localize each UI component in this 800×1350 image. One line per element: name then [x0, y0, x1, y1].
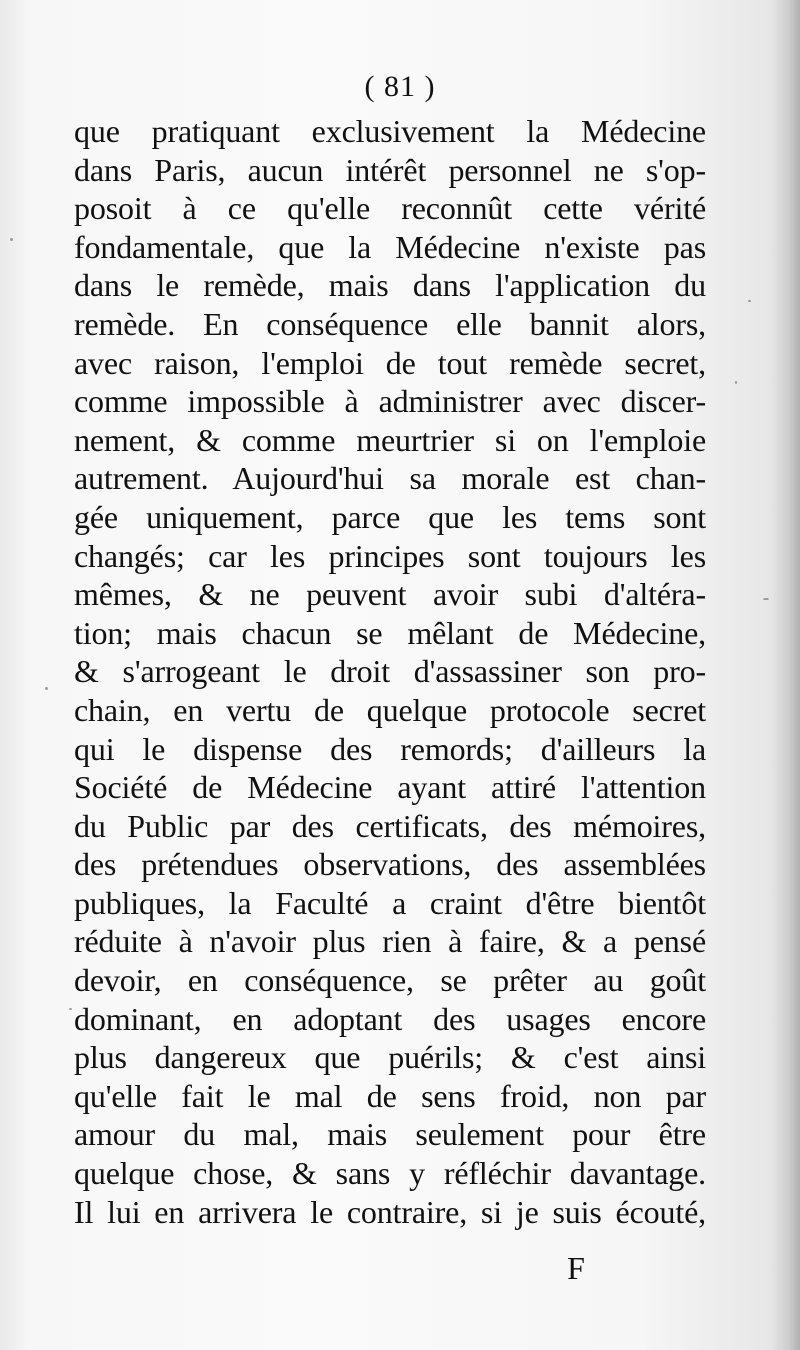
text-line: devoir, en conséquence, se prêter au goût: [74, 962, 706, 999]
text-line: & s'arrogeant le droit d'assassiner son pro-: [74, 653, 706, 690]
page-gutter-shadow: [772, 0, 800, 1350]
signature-mark: F: [567, 1250, 585, 1286]
text-line: dans Paris, aucun intérêt personnel ne s'op-: [74, 151, 706, 188]
text-line: avec raison, l'emploi de tout remède secret,: [74, 344, 706, 381]
text-line: gée uniquement, parce que les tems sont: [74, 498, 706, 535]
text-line: qui le dispense des remords; d'ailleurs la: [74, 730, 706, 767]
text-line: autrement. Aujourd'hui sa morale est chan-: [74, 460, 706, 497]
text-line: plus dangereux que puérils; & c'est ainsi: [74, 1039, 706, 1076]
paper-speck: [10, 238, 13, 241]
text-line: quelque chose, & sans y réfléchir davantage.: [74, 1155, 706, 1192]
text-line: nement, & comme meurtrier si on l'emploie: [74, 421, 706, 458]
text-line: chain, en vertu de quelque protocole secret: [74, 691, 706, 728]
text-line: fondamentale, que la Médecine n'existe pas: [74, 228, 706, 265]
text-line: du Public par des certificats, des mémoires,: [74, 807, 706, 844]
text-line: tion; mais chacun se mêlant de Médecine,: [74, 614, 706, 651]
text-line: que pratiquant exclusivement la Médecine: [74, 113, 706, 149]
text-line: réduite à n'avoir plus rien à faire, & a pensé: [74, 923, 706, 960]
text-line: comme impossible à administrer avec discer-: [74, 383, 706, 420]
text-line: Il lui en arrivera le contraire, si je suis écouté,: [74, 1193, 706, 1230]
text-line: publiques, la Faculté a craint d'être bientôt: [74, 884, 706, 921]
paper-speck: [45, 687, 48, 690]
text-line: Société de Médecine ayant attiré l'attention: [74, 769, 706, 806]
paper-speck: [763, 598, 769, 600]
page-number: ( 81 ): [364, 70, 436, 103]
paper-speck: [69, 1008, 72, 1010]
paper-speck: [748, 300, 751, 302]
text-line: dans le remède, mais dans l'application du: [74, 267, 706, 304]
text-line: qu'elle fait le mal de sens froid, non par: [74, 1077, 706, 1114]
text-line: posoit à ce qu'elle reconnût cette vérité: [74, 190, 706, 227]
text-line: dominant, en adoptant des usages encore: [74, 1000, 706, 1037]
paper-speck: [735, 381, 737, 384]
text-line: mêmes, & ne peuvent avoir subi d'altéra-: [74, 576, 706, 613]
text-line: amour du mal, mais seulement pour être: [74, 1116, 706, 1153]
text-line: changés; car les principes sont toujours les: [74, 537, 706, 574]
body-text: [74, 112, 706, 1231]
text-line: des prétendues observations, des assemblées: [74, 846, 706, 883]
text-line: remède. En conséquence elle bannit alors,: [74, 305, 706, 342]
